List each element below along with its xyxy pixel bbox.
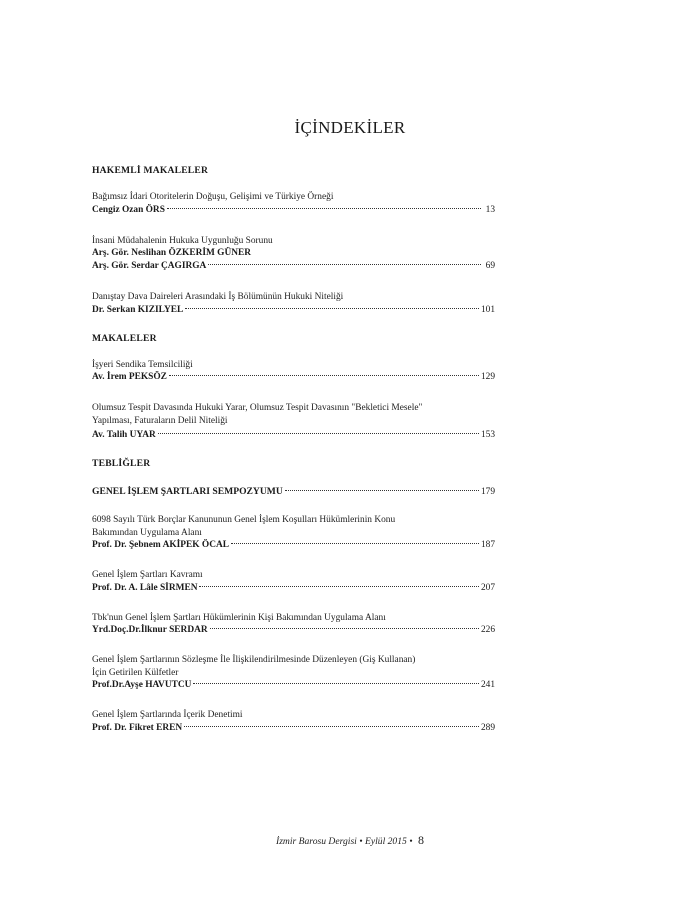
table-of-contents xyxy=(92,165,495,735)
entry-author-line xyxy=(92,679,495,692)
toc-entry-symposium[interactable] xyxy=(92,485,495,499)
journal-name: İzmir Barosu Dergisi • Eylül 2015 • xyxy=(276,836,413,847)
page-number: 8 xyxy=(418,833,424,847)
entry-title: Genel İşlem Şartlarında İçerik Denetimi xyxy=(92,710,243,720)
leader-dots xyxy=(169,375,479,376)
entry-author: Av. Talih UYAR xyxy=(92,430,156,440)
leader-dots xyxy=(285,490,479,491)
entry-page-number: 153 xyxy=(480,430,495,440)
toc-entry[interactable] xyxy=(92,235,495,274)
entry-author-line xyxy=(92,204,495,217)
entry-author-line xyxy=(92,304,495,317)
entry-author: Prof.Dr.Ayşe HAVUTCU xyxy=(92,680,192,690)
entry-page-number: 129 xyxy=(480,372,495,382)
toc-entry[interactable] xyxy=(92,359,495,385)
entry-title-continued: Yapılması, Faturaların Delil Niteliği xyxy=(92,415,228,426)
entry-title: 6098 Sayılı Türk Borçlar Kanununun Genel İşlem Koşulları Hükümlerinin Konu xyxy=(92,515,396,525)
section-heading-makaleler: MAKALELER xyxy=(92,332,157,344)
leader-dots xyxy=(185,308,479,309)
entry-title-continued: İçin Getirilen Külfetler xyxy=(92,667,179,678)
entry-page-number: 241 xyxy=(480,680,495,690)
entry-author: Dr. Serkan KIZILYEL xyxy=(92,304,184,315)
leader-dots xyxy=(210,628,479,629)
entry-author-line xyxy=(92,624,495,637)
toc-entry[interactable] xyxy=(92,191,495,217)
entry-author: Arş. Gör. Serdar ÇAGIRGA xyxy=(92,261,207,271)
toc-entry[interactable] xyxy=(92,654,495,692)
entry-author-line xyxy=(92,371,495,384)
entry-page-number: 187 xyxy=(480,540,495,550)
toc-entry[interactable] xyxy=(92,612,495,638)
entry-title: İnsani Müdahalenin Hukuka Uygunluğu Sorunu xyxy=(92,235,273,246)
entry-title-line xyxy=(92,485,495,499)
toc-entry[interactable] xyxy=(92,514,495,552)
entry-page-number: 207 xyxy=(480,582,495,593)
leader-dots xyxy=(184,726,479,727)
entry-author-line xyxy=(92,582,495,595)
entry-page-number: 69 xyxy=(485,261,495,271)
leader-dots xyxy=(199,586,478,587)
entry-author-line xyxy=(92,722,495,735)
entry-title: Danıştay Dava Daireleri Arasındaki İş Bölümünün Hukuki Niteliği xyxy=(92,292,344,302)
toc-entry[interactable] xyxy=(92,569,495,595)
entry-author: Prof. Dr. A. Lâle SİRMEN xyxy=(92,582,198,593)
entry-author: Av. İrem PEKSÖZ xyxy=(92,372,167,382)
entry-title: Olumsuz Tespit Davasında Hukuki Yarar, Olumsuz Tespit Davasının "Bekletici Mesele" xyxy=(92,403,423,413)
entry-author: Arş. Gör. Neslihan ÖZKERİM GÜNER xyxy=(92,248,252,258)
entry-author: Prof. Dr. Şebnem AKİPEK ÖCAL xyxy=(92,540,229,550)
section-heading-hakemli: HAKEMLİ MAKALELER xyxy=(92,165,209,176)
entry-author-line xyxy=(92,429,495,442)
section-heading-tebligler: TEBLİĞLER xyxy=(92,458,151,469)
entry-title: Genel İşlem Şartlarının Sözleşme İle İlişkilendirilmesinde Düzenleyen (Giş Kullanan) xyxy=(92,655,416,665)
entry-title: Genel İşlem Şartları Kavramı xyxy=(92,570,203,580)
entry-page-number: 101 xyxy=(480,304,495,315)
leader-dots xyxy=(208,264,481,265)
leader-dots xyxy=(158,433,479,434)
toc-entry[interactable] xyxy=(92,402,495,442)
entry-title: GENEL İŞLEM ŞARTLARI SEMPOZYUMU xyxy=(92,486,283,497)
entry-author-line xyxy=(92,539,495,552)
entry-author: Cengiz Ozan ÖRS xyxy=(92,204,165,215)
entry-title: Tbk'nun Genel İşlem Şartları Hükümlerinin Kişi Bakımından Uygulama Alanı xyxy=(92,612,386,623)
entry-page-number: 289 xyxy=(480,722,495,733)
page-footer xyxy=(0,833,700,848)
entry-page-number: 179 xyxy=(480,487,495,497)
entry-author-line xyxy=(92,260,495,273)
page-title: İÇİNDEKİLER xyxy=(294,118,406,137)
entry-author: Prof. Dr. Fikret EREN xyxy=(92,722,183,733)
leader-dots xyxy=(193,683,479,684)
leader-dots xyxy=(231,543,479,544)
entry-author: Yrd.Doç.Dr.İlknur SERDAR xyxy=(92,625,208,635)
entry-title-continued: Bakımından Uygulama Alanı xyxy=(92,527,202,538)
entry-page-number: 13 xyxy=(485,204,495,215)
toc-entry[interactable] xyxy=(92,709,495,735)
toc-entry[interactable] xyxy=(92,291,495,317)
entry-title: İşyeri Sendika Temsilciliği xyxy=(92,359,193,370)
entry-title: Bağımsız İdari Otoritelerin Doğuşu, Gelişimi ve Türkiye Örneği xyxy=(92,192,334,202)
leader-dots xyxy=(167,208,481,209)
entry-page-number: 226 xyxy=(480,625,495,635)
